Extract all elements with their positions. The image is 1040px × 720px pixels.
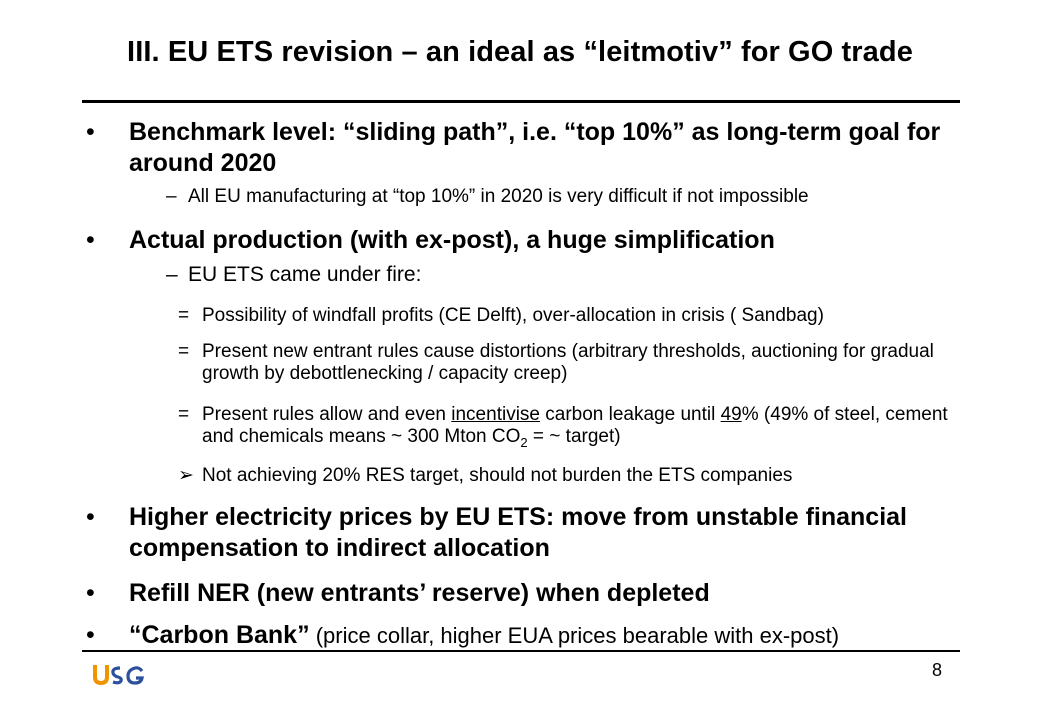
sub-item-text: Not achieving 20% RES target, should not burden the ETS companies: [202, 465, 793, 486]
dash-marker: –: [166, 263, 178, 286]
sub-bullet-top10: [166, 186, 966, 208]
arrow-marker: ➢: [178, 465, 194, 486]
bullet-benchmark: [86, 117, 956, 179]
bullet-text: Benchmark level: “sliding path”, i.e. “top 10%” as long-term goal for around 2020: [129, 118, 941, 177]
bullet-actual-production: [86, 225, 956, 256]
sub-item-text: Present rules allow and even incentivise carbon leakage until 49% (49% of steel, cement and chemicals means ~ 300 Mton $CO_2$ = ~ target): [202, 404, 948, 450]
sub-item-res-target: [178, 465, 978, 487]
bullet-refill-ner: [86, 578, 956, 609]
equals-marker: =: [178, 404, 190, 425]
bullet-marker: •: [86, 621, 95, 649]
bullet-text: Actual production (with ex-post), a huge simplification: [129, 226, 775, 254]
underlined-incentivise: incentivise: [451, 404, 540, 425]
slide-title: III. EU ETS revision – an ideal as “leitmotiv” for GO trade: [127, 36, 913, 68]
dash-marker: –: [166, 186, 177, 207]
bullet-carbon-bank: [86, 620, 1016, 651]
sub-bullet-text: All EU manufacturing at “top 10%” in 2020 is very difficult if not impossible: [188, 186, 809, 207]
sub-item-text: Possibility of windfall profits (CE Delft), over-allocation in crisis ( Sandbag): [202, 305, 824, 326]
sub-bullet-text: EU ETS came under fire:: [188, 263, 422, 286]
bullet-marker: •: [86, 118, 95, 146]
bullet-text: “Carbon Bank” (price collar, higher EUA prices bearable with ex-post): [129, 621, 840, 649]
usg-logo: [90, 662, 148, 688]
equals-marker: =: [178, 341, 190, 362]
sub-item-carbon-leakage: [178, 404, 968, 454]
underlined-49: 49: [720, 404, 742, 425]
equals-marker: =: [178, 305, 190, 326]
bullet-electricity-prices: [86, 502, 946, 564]
bullet-marker: •: [86, 579, 95, 607]
title-divider: [82, 100, 960, 103]
bullet-marker: •: [86, 503, 95, 531]
sub-item-text: Present new entrant rules cause distortions (arbitrary thresholds, auctioning for gradual growth by debottlenecking / capacity creep): [202, 341, 934, 384]
sub-item-new-entrant: [178, 341, 968, 385]
sub-bullet-under-fire: [166, 264, 966, 286]
page-number: 8: [932, 660, 943, 680]
bullet-text: Refill NER (new entrants’ reserve) when depleted: [129, 579, 710, 607]
bullet-marker: •: [86, 226, 95, 254]
sub-item-windfall: [178, 305, 978, 327]
bullet-text: Higher electricity prices by EU ETS: move from unstable financial compensation to indirect allocation: [129, 503, 908, 562]
footer-divider: [82, 650, 960, 652]
